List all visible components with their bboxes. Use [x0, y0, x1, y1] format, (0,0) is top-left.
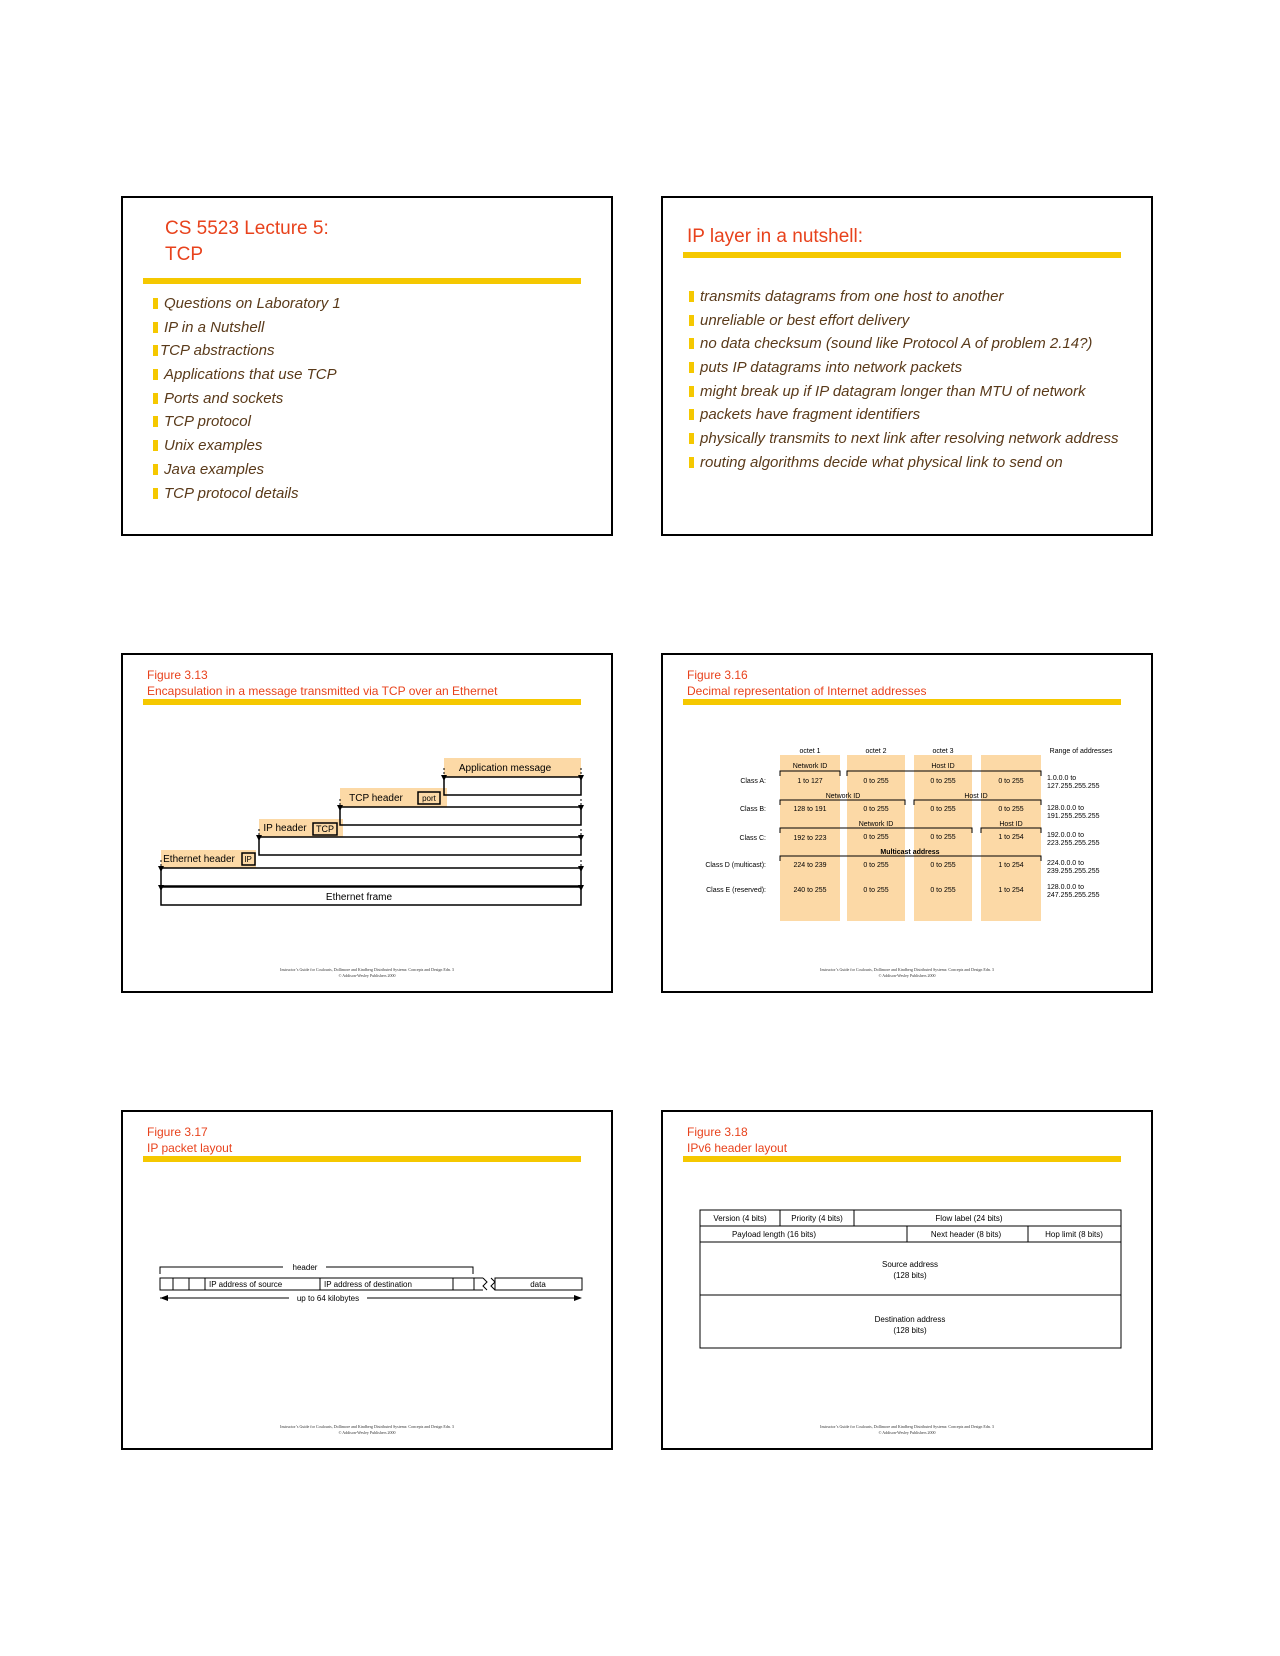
- svg-text:224 to 239: 224 to 239: [793, 862, 827, 869]
- slide-lecture-outline: [121, 196, 613, 536]
- label-tcp-header: TCP header: [349, 793, 403, 804]
- title-line-1: CS 5523 Lecture 5:: [165, 218, 329, 239]
- svg-text:0 to 255: 0 to 255: [863, 778, 889, 785]
- field-payload-length: Payload length (16 bits): [731, 1230, 817, 1239]
- svg-text:128.0.0.0 to: 128.0.0.0 to: [1047, 884, 1084, 891]
- svg-text:Class D (multicast):: Class D (multicast):: [705, 862, 766, 869]
- list-item: packets have fragment identifiers: [689, 403, 1119, 427]
- title-rule: [683, 252, 1121, 258]
- svg-text:192 to 223: 192 to 223: [793, 835, 827, 842]
- list-item: unreliable or best effort delivery: [689, 309, 1119, 333]
- figure-number: Figure 3.13: [147, 668, 208, 682]
- list-item: Ports and sockets: [153, 387, 341, 411]
- label-tcp-box: TCP: [316, 824, 334, 834]
- label-port: port: [422, 794, 436, 803]
- field-priority: Priority (4 bits): [791, 1214, 843, 1223]
- svg-text:1 to 254: 1 to 254: [998, 862, 1024, 869]
- list-item: Java examples: [153, 458, 341, 482]
- svg-text:0 to 255: 0 to 255: [998, 778, 1024, 785]
- list-item: Unix examples: [153, 434, 341, 458]
- list-item: TCP protocol: [153, 410, 341, 434]
- svg-text:192.0.0.0 to: 192.0.0.0 to: [1047, 832, 1084, 839]
- svg-text:0 to 255: 0 to 255: [863, 806, 889, 813]
- svg-text:Class C:: Class C:: [739, 835, 766, 842]
- title-line-2: TCP: [165, 244, 203, 265]
- field-destination-address: IP address of destination: [324, 1280, 412, 1289]
- svg-text:191.255.255.255: 191.255.255.255: [1047, 813, 1100, 820]
- label-ip-box: IP: [244, 855, 252, 864]
- field-source-address: Source address: [881, 1260, 939, 1269]
- span-host-id-c: Host ID: [999, 821, 1023, 828]
- slide-figure-3-18: [661, 1110, 1153, 1450]
- field-flow-label: Flow label (24 bits): [935, 1214, 1003, 1223]
- address-class-table: [663, 655, 1153, 993]
- svg-text:0 to 255: 0 to 255: [863, 834, 889, 841]
- figure-number: Figure 3.17: [147, 1125, 208, 1139]
- list-item: IP in a Nutshell: [153, 316, 341, 340]
- svg-text:128.0.0.0 to: 128.0.0.0 to: [1047, 805, 1084, 812]
- svg-text:Class B:: Class B:: [739, 806, 766, 813]
- svg-text:0 to 255: 0 to 255: [930, 887, 956, 894]
- svg-text:1.0.0.0 to: 1.0.0.0 to: [1047, 775, 1077, 782]
- list-item: TCP protocol details: [153, 482, 341, 506]
- field-data: data: [530, 1280, 546, 1289]
- svg-text:223.255.255.255: 223.255.255.255: [1047, 840, 1100, 847]
- svg-text:240 to 255: 240 to 255: [793, 887, 827, 894]
- span-host-id-b: Host ID: [964, 793, 988, 800]
- svg-text:128 to 191: 128 to 191: [793, 806, 827, 813]
- slide-figure-3-13: [121, 653, 613, 993]
- figure-description: Decimal representation of Internet addresses: [687, 684, 927, 698]
- svg-text:127.255.255.255: 127.255.255.255: [1047, 783, 1100, 790]
- col-octet-2: octet 2: [865, 748, 887, 755]
- ip-packet-diagram: [123, 1112, 613, 1450]
- slide-ip-nutshell: [661, 196, 1153, 536]
- slide-footer: Instructor’s Guide for Coulouris, Dollimore and Kindberg Distributed Systems: Concepts and Design Edn. 3 © Addison-Wesley Publishers 2000: [820, 1424, 994, 1435]
- span-network-id-b: Network ID: [825, 793, 861, 800]
- label-ethernet-header: Ethernet header: [163, 854, 235, 865]
- svg-text:0 to 255: 0 to 255: [930, 778, 956, 785]
- list-item: Applications that use TCP: [153, 363, 341, 387]
- figure-number: Figure 3.16: [687, 668, 748, 682]
- svg-text:1 to 127: 1 to 127: [797, 778, 823, 785]
- label-size: up to 64 kilobytes: [296, 1294, 360, 1303]
- slide-footer: Instructor’s Guide for Coulouris, Dollimore and Kindberg Distributed Systems: Concepts and Design Edn. 3 © Addison-Wesley Publishers 2000: [820, 967, 994, 978]
- svg-text:224.0.0.0 to: 224.0.0.0 to: [1047, 860, 1084, 867]
- figure-description: IP packet layout: [147, 1141, 233, 1155]
- svg-text:0 to 255: 0 to 255: [998, 806, 1024, 813]
- col-octet-1: octet 1: [799, 748, 821, 755]
- span-network-id-c: Network ID: [858, 821, 894, 828]
- list-item: might break up if IP datagram longer than MTU of network: [689, 380, 1119, 404]
- label-ip-header: IP header: [263, 823, 307, 834]
- list-item: Questions on Laboratory 1: [153, 292, 341, 316]
- span-network-id-a: Network ID: [792, 763, 828, 770]
- col-range: Range of addresses: [1049, 748, 1113, 755]
- svg-text:247.255.255.255: 247.255.255.255: [1047, 892, 1100, 899]
- svg-text:Class A:: Class A:: [740, 778, 766, 785]
- field-hop-limit: Hop limit (8 bits): [1045, 1230, 1103, 1239]
- svg-text:0 to 255: 0 to 255: [930, 806, 956, 813]
- svg-text:0 to 255: 0 to 255: [930, 862, 956, 869]
- slide-title: [165, 216, 329, 268]
- list-item: TCP abstractions: [153, 339, 341, 363]
- title-rule: [143, 278, 581, 284]
- outline-list: [153, 292, 341, 505]
- slide-title: IP layer in a nutshell:: [687, 226, 864, 247]
- slide-footer: Instructor’s Guide for Coulouris, Dollimore and Kindberg Distributed Systems: Concepts and Design Edn. 3 © Addison-Wesley Publishers 2000: [280, 1424, 454, 1435]
- col-octet-3: octet 3: [932, 748, 954, 755]
- figure-number: Figure 3.18: [687, 1125, 748, 1139]
- list-item: no data checksum (sound like Protocol A of problem 2.14?): [689, 332, 1119, 356]
- ipv6-header-diagram: [663, 1112, 1153, 1450]
- svg-text:1 to 254: 1 to 254: [998, 834, 1024, 841]
- svg-text:Class E (reserved):: Class E (reserved):: [706, 887, 766, 894]
- label-header: header: [292, 1263, 318, 1272]
- field-source-address: IP address of source: [209, 1280, 283, 1289]
- slide-figure-3-16: [661, 653, 1153, 993]
- label-application-message: Application message: [458, 763, 552, 774]
- label-ethernet-frame: Ethernet frame: [325, 892, 393, 903]
- svg-text:1 to 254: 1 to 254: [998, 887, 1024, 894]
- ip-facts-list: [689, 285, 1119, 475]
- list-item: puts IP datagrams into network packets: [689, 356, 1119, 380]
- span-multicast: Multicast address: [880, 849, 940, 856]
- svg-text:239.255.255.255: 239.255.255.255: [1047, 868, 1100, 875]
- field-destination-bits: (128 bits): [893, 1326, 927, 1335]
- field-source-bits: (128 bits): [893, 1271, 927, 1280]
- slide-figure-3-17: [121, 1110, 613, 1450]
- figure-description: IPv6 header layout: [687, 1141, 788, 1155]
- svg-text:0 to 255: 0 to 255: [930, 834, 956, 841]
- list-item: routing algorithms decide what physical link to send on: [689, 451, 1119, 475]
- list-item: physically transmits to next link after resolving network address: [689, 427, 1119, 451]
- field-version: Version (4 bits): [713, 1214, 767, 1223]
- svg-text:0 to 255: 0 to 255: [863, 862, 889, 869]
- list-item: transmits datagrams from one host to another: [689, 285, 1119, 309]
- span-host-id-a: Host ID: [931, 763, 955, 770]
- field-next-header: Next header (8 bits): [930, 1230, 1002, 1239]
- encapsulation-diagram: [123, 655, 613, 993]
- field-destination-address: Destination address: [874, 1315, 946, 1324]
- slide-footer: Instructor’s Guide for Coulouris, Dollimore and Kindberg Distributed Systems: Concepts and Design Edn. 3 © Addison-Wesley Publishers 2000: [280, 967, 454, 978]
- svg-text:0 to 255: 0 to 255: [863, 887, 889, 894]
- figure-description: Encapsulation in a message transmitted via TCP over an Ethernet: [147, 684, 498, 698]
